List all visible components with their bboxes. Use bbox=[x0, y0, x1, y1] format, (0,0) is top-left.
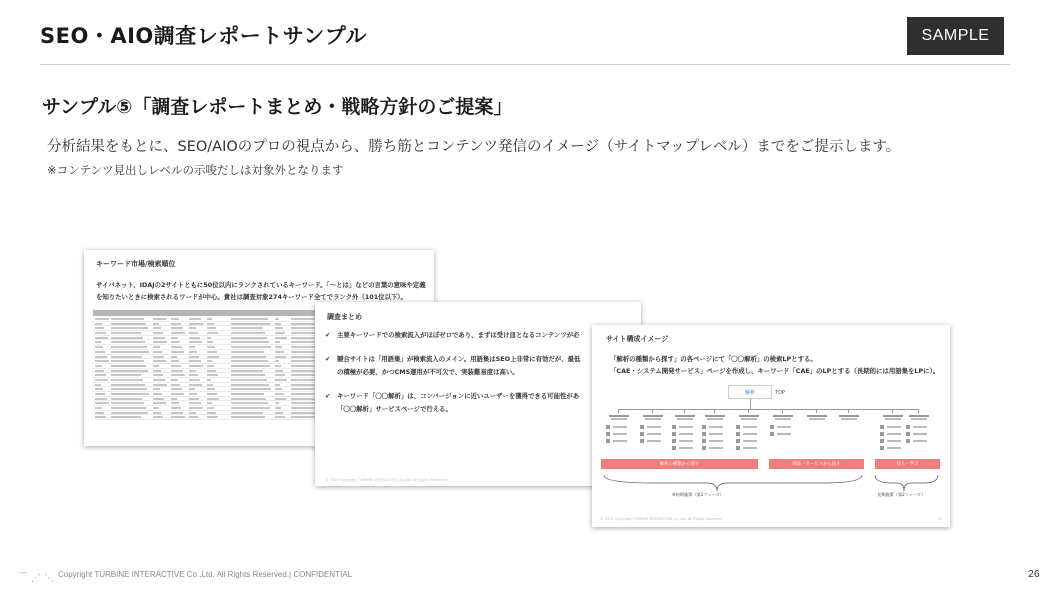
slide-text-line: サイバネット、IDAJの2サイトともに50位以内にランクされているキーワード。「〜とは」などの言葉の意味や定義 bbox=[96, 281, 426, 289]
table-cell bbox=[153, 337, 165, 339]
table-cell bbox=[95, 370, 104, 372]
category-bar: 知る・学ぶ bbox=[875, 459, 940, 469]
sitemap-item bbox=[640, 425, 661, 429]
table-cell bbox=[153, 384, 167, 386]
sitemap-column-head bbox=[902, 414, 936, 421]
table-cell bbox=[189, 416, 198, 418]
table-cell bbox=[111, 341, 145, 343]
sitemap-item bbox=[702, 439, 723, 443]
sitemap-item bbox=[672, 446, 693, 450]
sitemap-column-head bbox=[668, 414, 702, 421]
sitemap-column-head bbox=[800, 414, 834, 421]
sitemap-item bbox=[736, 425, 757, 429]
table-cell bbox=[153, 398, 164, 400]
table-cell bbox=[189, 351, 197, 353]
table-cell bbox=[189, 393, 197, 395]
summary-bullet: ✔ 競合サイトは「用語集」が検索流入のメイン。用語集はSEO上非常に有効だが、最低 bbox=[325, 353, 580, 366]
phase-label: 長期施策（第2フェーズ） bbox=[877, 492, 926, 497]
summary-bullet: ✔ 主要キーワードでの検索流入がほぼゼロであり、まずは受け皿となるコンテンツが必 bbox=[325, 329, 580, 342]
sample-badge: SAMPLE bbox=[907, 17, 1004, 55]
table-cell bbox=[153, 341, 167, 343]
sitemap-column-head bbox=[832, 414, 866, 421]
table-cell bbox=[189, 370, 196, 372]
sitemap-column-head bbox=[766, 414, 800, 421]
table-cell bbox=[171, 323, 181, 325]
table-cell bbox=[189, 384, 202, 386]
tree-connector bbox=[918, 409, 919, 413]
table-cell bbox=[275, 407, 281, 409]
table-cell bbox=[153, 370, 161, 372]
table-cell bbox=[231, 370, 263, 372]
tree-connector bbox=[750, 399, 751, 409]
table-cell bbox=[111, 388, 147, 390]
table-cell bbox=[231, 327, 263, 329]
table-cell bbox=[171, 384, 180, 386]
table-cell bbox=[231, 388, 271, 390]
table-cell bbox=[189, 318, 201, 320]
table-cell bbox=[189, 332, 198, 334]
sitemap-item bbox=[702, 425, 723, 429]
sitemap-item bbox=[672, 439, 693, 443]
table-cell bbox=[189, 388, 195, 390]
sitemap-item bbox=[880, 446, 901, 450]
table-cell bbox=[153, 374, 163, 376]
summary-bullet-cont: 「〇〇解析」サービスページで行える。 bbox=[337, 405, 452, 413]
table-cell bbox=[275, 365, 281, 367]
table-cell bbox=[189, 341, 202, 343]
table-cell bbox=[95, 384, 101, 386]
table-cell bbox=[95, 416, 106, 418]
table-cell bbox=[231, 393, 264, 395]
sitemap-item bbox=[640, 432, 661, 436]
table-cell bbox=[207, 398, 219, 400]
table-cell bbox=[207, 374, 218, 376]
tree-connector bbox=[748, 409, 749, 413]
table-cell bbox=[207, 402, 212, 404]
table-cell bbox=[171, 416, 185, 418]
table-cell bbox=[111, 327, 148, 329]
table-cell bbox=[231, 398, 266, 400]
table-cell bbox=[111, 412, 148, 414]
page-header-title: SEO・AIO調査レポートサンプル bbox=[40, 24, 367, 48]
table-cell bbox=[171, 407, 181, 409]
table-cell bbox=[95, 393, 105, 395]
note-text: ※コンテンツ見出しレベルの示唆だしは対象外となります bbox=[47, 163, 344, 177]
sitemap-item bbox=[606, 425, 627, 429]
table-cell bbox=[189, 360, 201, 362]
table-cell bbox=[275, 351, 284, 353]
section-title: サンプル⑤「調査レポートまとめ・戦略方針のご提案」 bbox=[42, 96, 513, 118]
table-cell bbox=[95, 388, 103, 390]
slide-page-number: 26 bbox=[938, 517, 943, 521]
table-cell bbox=[231, 412, 263, 414]
table-cell bbox=[275, 402, 279, 404]
sitemap-item bbox=[736, 439, 757, 443]
category-bar: 商品・サービスから探す bbox=[769, 459, 864, 469]
table-cell bbox=[231, 337, 267, 339]
table-cell bbox=[171, 318, 179, 320]
table-cell bbox=[111, 370, 148, 372]
table-cell bbox=[95, 402, 109, 404]
tree-connector bbox=[714, 409, 715, 413]
table-cell bbox=[153, 393, 162, 395]
table-cell bbox=[111, 398, 142, 400]
check-icon: ✔ bbox=[325, 355, 331, 363]
table-cell bbox=[153, 351, 162, 353]
table-cell bbox=[275, 384, 280, 386]
table-cell bbox=[171, 365, 181, 367]
sitemap-item bbox=[906, 439, 927, 443]
table-cell bbox=[275, 370, 283, 372]
table-cell bbox=[95, 341, 101, 343]
phase-label: ※初期施策（第1フェーズ） bbox=[672, 492, 724, 497]
table-cell bbox=[231, 346, 271, 348]
sitemap-column-head bbox=[732, 414, 766, 421]
table-cell bbox=[95, 379, 108, 381]
table-cell bbox=[207, 384, 213, 386]
table-cell bbox=[111, 393, 149, 395]
table-cell bbox=[153, 332, 163, 334]
lead-text: 分析結果をもとに、SEO/AIOのプロの視点から、勝ち筋とコンテンツ発信のイメージ（サイトマップレベル）までをご提示します。 bbox=[47, 139, 901, 155]
table-cell bbox=[207, 337, 211, 339]
sitemap-item bbox=[702, 432, 723, 436]
sitemap-column-head bbox=[636, 414, 670, 421]
table-cell bbox=[189, 412, 196, 414]
table-cell bbox=[275, 332, 285, 334]
table-cell bbox=[189, 379, 200, 381]
table-cell bbox=[231, 351, 264, 353]
tree-connector bbox=[618, 409, 619, 413]
table-cell bbox=[275, 360, 279, 362]
table-cell bbox=[171, 351, 184, 353]
table-cell bbox=[207, 416, 218, 418]
tree-connector bbox=[816, 409, 817, 413]
category-bar: 解析の種類から探す bbox=[601, 459, 758, 469]
table-cell bbox=[207, 332, 218, 334]
table-cell bbox=[95, 318, 109, 320]
table-cell bbox=[189, 365, 203, 367]
table-cell bbox=[111, 346, 147, 348]
table-cell bbox=[275, 323, 281, 325]
table-cell bbox=[207, 379, 211, 381]
table-cell bbox=[153, 416, 163, 418]
table-cell bbox=[275, 374, 285, 376]
table-cell bbox=[171, 388, 182, 390]
table-cell bbox=[275, 416, 285, 418]
sitemap-item bbox=[606, 432, 627, 436]
table-cell bbox=[111, 356, 142, 358]
phase-braces bbox=[592, 473, 950, 493]
table-cell bbox=[153, 327, 161, 329]
table-cell bbox=[275, 327, 283, 329]
table-cell bbox=[95, 374, 106, 376]
sitemap-top-label: TOP bbox=[775, 390, 786, 396]
header-divider bbox=[40, 64, 1010, 65]
table-cell bbox=[171, 346, 182, 348]
table-cell bbox=[171, 412, 183, 414]
tree-connector bbox=[782, 409, 783, 413]
table-cell bbox=[207, 393, 217, 395]
check-icon: ✔ bbox=[325, 331, 331, 339]
tree-connector bbox=[652, 409, 653, 413]
table-cell bbox=[231, 416, 265, 418]
table-cell bbox=[153, 388, 160, 390]
table-cell bbox=[111, 407, 146, 409]
slide-thumbnail-sitemap bbox=[592, 325, 950, 527]
table-cell bbox=[171, 402, 179, 404]
table-cell bbox=[207, 412, 216, 414]
table-cell bbox=[207, 407, 214, 409]
tree-connector bbox=[684, 409, 685, 413]
table-cell bbox=[231, 365, 270, 367]
table-cell bbox=[111, 360, 144, 362]
table-cell bbox=[207, 327, 216, 329]
slide-title: サイト構成イメージ bbox=[606, 335, 669, 343]
table-cell bbox=[95, 356, 107, 358]
table-cell bbox=[95, 360, 109, 362]
sitemap-column-head bbox=[698, 414, 732, 421]
table-cell bbox=[171, 341, 180, 343]
sitemap-item bbox=[880, 432, 901, 436]
table-cell bbox=[95, 327, 104, 329]
sitemap-item bbox=[880, 425, 901, 429]
table-cell bbox=[189, 398, 199, 400]
table-cell bbox=[153, 323, 159, 325]
check-icon: ✔ bbox=[325, 392, 331, 400]
table-cell bbox=[275, 337, 287, 339]
table-cell bbox=[275, 318, 279, 320]
table-cell bbox=[171, 327, 183, 329]
table-cell bbox=[95, 332, 106, 334]
table-cell bbox=[275, 341, 280, 343]
footer-copyright: Copyright TURBINE INTERACTIVE Co.,Ltd. All Rights Reserved.| CONFIDENTIAL bbox=[58, 570, 353, 579]
table-cell bbox=[111, 402, 144, 404]
table-cell bbox=[207, 388, 215, 390]
table-cell bbox=[207, 323, 214, 325]
summary-bullet: ✔ キーワード「〇〇解析」は、コンバージョンに近いユーザーを獲得できる可能性があ bbox=[325, 390, 579, 403]
table-cell bbox=[111, 365, 146, 367]
tree-connector bbox=[892, 409, 893, 413]
table-cell bbox=[171, 370, 183, 372]
summary-bullet-cont: の積極が必要、かつCMS運用が不可欠で、実装難易度は高い。 bbox=[337, 368, 519, 376]
sitemap-item bbox=[770, 425, 791, 429]
table-cell bbox=[189, 327, 196, 329]
table-cell bbox=[111, 318, 144, 320]
table-cell bbox=[111, 416, 141, 418]
sitemap-item bbox=[906, 432, 927, 436]
table-cell bbox=[231, 318, 268, 320]
table-cell bbox=[111, 337, 143, 339]
page-number: 26 bbox=[1028, 568, 1040, 580]
sitemap-item bbox=[640, 439, 661, 443]
table-cell bbox=[207, 341, 213, 343]
table-cell bbox=[231, 341, 269, 343]
table-cell bbox=[171, 356, 177, 358]
sitemap-item bbox=[736, 446, 757, 450]
table-cell bbox=[189, 407, 203, 409]
slide-text-line: を知りたいときに検索されるワードが中心。貴社は調査対象274キーワード全てでランク外（101位以下）。 bbox=[96, 293, 407, 301]
slide-footer: © 2024 Copyright TURBINE INTERACTIVE Co.,Ltd. All Rights Reserved. bbox=[325, 478, 448, 482]
table-cell bbox=[111, 374, 141, 376]
table-cell bbox=[111, 379, 143, 381]
table-cell bbox=[111, 351, 149, 353]
table-cell bbox=[171, 360, 179, 362]
table-cell bbox=[95, 365, 102, 367]
table-cell bbox=[231, 323, 270, 325]
table-cell bbox=[207, 370, 216, 372]
table-cell bbox=[189, 323, 203, 325]
table-cell bbox=[153, 360, 166, 362]
table-cell bbox=[231, 356, 266, 358]
slide-text-line: 「CAE・システム開発サービス」ページを作成し、キーワード「CAE」のLPとする（長期的には用語集をLPに）。 bbox=[610, 367, 940, 375]
table-cell bbox=[207, 318, 212, 320]
table-cell bbox=[153, 379, 165, 381]
table-cell bbox=[189, 337, 200, 339]
table-cell bbox=[153, 402, 166, 404]
sitemap-item bbox=[736, 432, 757, 436]
sitemap-item bbox=[880, 439, 901, 443]
table-cell bbox=[95, 346, 103, 348]
table-cell bbox=[95, 398, 107, 400]
table-cell bbox=[95, 337, 108, 339]
table-cell bbox=[231, 332, 265, 334]
table-cell bbox=[153, 412, 161, 414]
table-cell bbox=[153, 407, 159, 409]
sitemap-item bbox=[702, 446, 723, 450]
slide-title: キーワード市場/検索順位 bbox=[96, 260, 176, 268]
table-cell bbox=[95, 351, 105, 353]
sitemap-item bbox=[672, 432, 693, 436]
table-cell bbox=[189, 346, 195, 348]
table-cell bbox=[95, 407, 102, 409]
table-cell bbox=[95, 323, 102, 325]
sitemap-item bbox=[906, 425, 927, 429]
sitemap-top-node: 解析 bbox=[728, 385, 772, 399]
table-cell bbox=[111, 384, 145, 386]
table-cell bbox=[275, 393, 284, 395]
sitemap-column-head bbox=[602, 414, 636, 421]
table-cell bbox=[231, 360, 268, 362]
slide-title: 調査まとめ bbox=[327, 313, 362, 321]
table-cell bbox=[189, 356, 199, 358]
table-cell bbox=[171, 332, 185, 334]
table-cell bbox=[207, 360, 212, 362]
table-cell bbox=[111, 323, 146, 325]
table-cell bbox=[171, 374, 185, 376]
table-cell bbox=[231, 407, 270, 409]
table-cell bbox=[275, 379, 287, 381]
sitemap-item bbox=[672, 425, 693, 429]
sitemap-item bbox=[606, 439, 627, 443]
table-cell bbox=[153, 365, 159, 367]
table-cell bbox=[231, 402, 268, 404]
table-cell bbox=[153, 318, 166, 320]
table-cell bbox=[275, 346, 282, 348]
table-cell bbox=[207, 346, 215, 348]
table-cell bbox=[275, 398, 286, 400]
table-cell bbox=[207, 365, 214, 367]
table-cell bbox=[189, 402, 201, 404]
table-cell bbox=[231, 379, 267, 381]
table-cell bbox=[207, 356, 219, 358]
sitemap-item bbox=[770, 432, 791, 436]
table-cell bbox=[189, 374, 198, 376]
table-cell bbox=[171, 393, 184, 395]
tree-connector bbox=[848, 409, 849, 413]
table-cell bbox=[171, 398, 177, 400]
table-cell bbox=[231, 384, 269, 386]
table-cell bbox=[275, 356, 286, 358]
table-cell bbox=[275, 412, 283, 414]
table-cell bbox=[153, 346, 160, 348]
table-cell bbox=[231, 374, 265, 376]
company-logo: ⌒⋰⋱ bbox=[18, 573, 57, 584]
table-cell bbox=[171, 337, 178, 339]
table-cell bbox=[275, 388, 282, 390]
table-cell bbox=[95, 412, 104, 414]
slide-text-line: 「解析の種類から探す」の各ページにて「〇〇解析」の検索LPとする。 bbox=[610, 355, 817, 363]
slide-footer: © 2024 Copyright TURBINE INTERACTIVE Co.,Ltd. All Rights Reserved. bbox=[600, 517, 723, 521]
tree-connector bbox=[618, 409, 918, 410]
table-cell bbox=[207, 351, 217, 353]
table-cell bbox=[111, 332, 141, 334]
table-cell bbox=[171, 379, 178, 381]
table-cell bbox=[153, 356, 164, 358]
